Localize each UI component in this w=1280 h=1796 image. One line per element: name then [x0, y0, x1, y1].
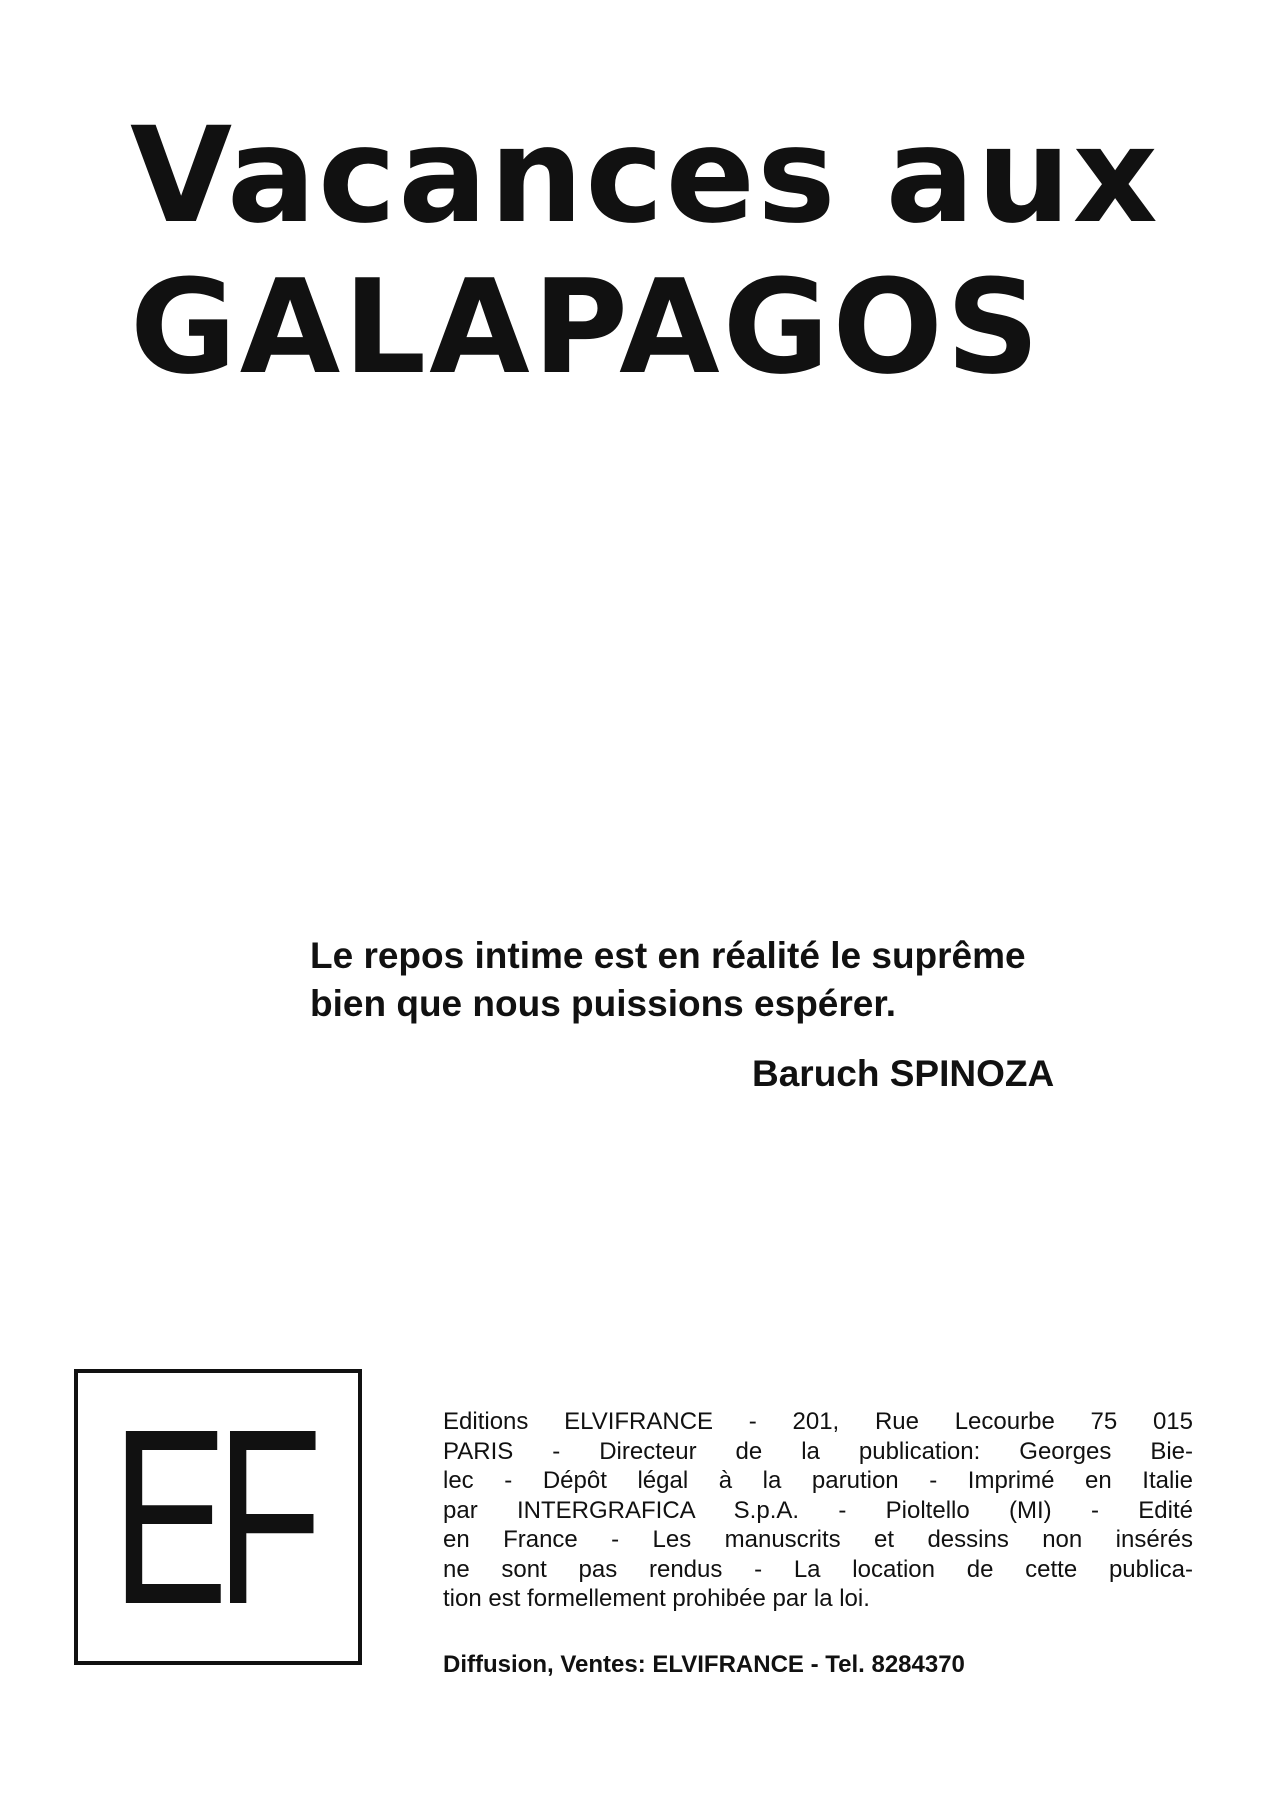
page-title — [130, 99, 1210, 403]
publisher-logo — [74, 1369, 362, 1665]
colophon-line-1: Editions ELVIFRANCE - 201, Rue Lecourbe 75 015 — [443, 1408, 1193, 1435]
colophon-line-4: par INTERGRAFICA S.p.A. - Pioltello (MI) - Edité — [443, 1496, 1193, 1524]
title-line-2: GALAPAGOS — [130, 251, 1043, 403]
colophon-line-2: PARIS - Directeur de la publication: Georges Bie- — [443, 1437, 1193, 1465]
quote-author: Baruch SPINOZA — [752, 1053, 1055, 1094]
quote-line-1: Le repos intime est en réalité le suprême — [310, 935, 1026, 976]
title-line-1: Vacances aux — [130, 99, 1160, 253]
colophon-line-6: ne sont pas rendus - La location de cette publica- — [443, 1555, 1193, 1583]
colophon-line-7: tion est formellement prohibée par la loi. — [443, 1585, 870, 1612]
colophon-text — [443, 1407, 1193, 1614]
quote-line-2: bien que nous puissions espérer. — [310, 983, 896, 1024]
diffusion-info: Diffusion, Ventes: ELVIFRANCE - Tel. 8284370 — [443, 1651, 965, 1678]
colophon-line-3: lec - Dépôt légal à la parution - Imprimé en Italie — [443, 1467, 1193, 1494]
epigraph-quote — [310, 932, 1190, 1028]
colophon-line-5: en France - Les manuscrits et dessins non insérés — [443, 1526, 1193, 1553]
publisher-logo-text: EF — [111, 1377, 311, 1656]
